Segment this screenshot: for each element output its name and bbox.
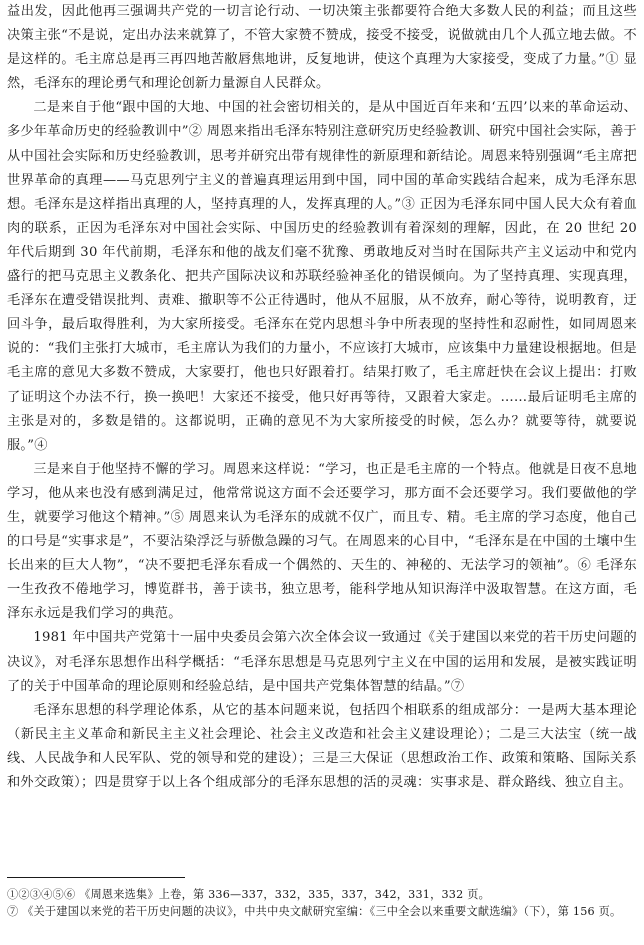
body-text [7,0,637,795]
footnote-2: ⑦ 《关于建国以来党的若干历史问题的决议》，中共中央文献研究室编：《三中全会以来重要文献选编》（下），第 156 页。 [7,905,622,919]
paragraph-2: 二是来自于他“跟中国的大地、中国的社会密切相关的，是从中国近百年来和‘五四’以来的革命运动、多少年革命历史的经验教训中”② 周恩来指出毛泽东特别注意研究历史经验教训、研究中国社会实际，善于从中国社会实际和历史经验教训，思考并研究出带有规律性的新原理和新结论。周恩来特别强调“毛主席把世界革命的真理——马克思列宁主义的普遍真理运用到中国，同中国的革命实践结合起来，成为毛泽东思想。毛泽东是这样指出真理的人，坚持真理的人，发挥真理的人。”③ 正因为毛泽东同中国人民大众有着血肉的联系，正因为毛泽东对中国社会实际、中国历史的经验教训有着深刻的理解，因此，在 20 世纪 20 年代后期到 30 年代前期，毛泽东和他的战友们毫不犹豫、勇敢地反对当时在国际共产主义运动中和党内盛行的把马克思主义教条化、把共产国际决议和苏联经验神圣化的错误倾向。为了坚持真理、实现真理，毛泽东在遭受错误批判、责难、撤职等不公正待遇时，他从不屈服，从不放弃，耐心等待，说明教育，迂回斗争，最后取得胜利，为大家所接受。毛泽东在党内思想斗争中所表现的坚持性和忍耐性，如同周恩来说的：“我们主张打大城市，毛主席认为我们的力量小，不应该打大城市，应该集中力量建设根据地。但是毛主席的意见大多数不赞成，大家要打，他也只好跟着打。结果打败了，毛主席赶快在会议上提出：打败了证明这个办法不行，换一换吧！大家还不接受，他只好再等待，又跟着大家走。……最后证明毛主席的主张是对的，多数是错的。这都说明，正确的意见不为大家所接受的时候，怎么办？就要等待，就要说服。”④ [7,100,637,453]
paragraph-3: 三是来自于他坚持不懈的学习。周恩来这样说：“学习，也正是毛主席的一个特点。他就是日夜不息地学习，他从来也没有感到满足过，他常常说这方面不会还要学习，那方面不会还要学习。我们要做他的学生，就要学习他这个精神。”⑤ 周恩来认为毛泽东的成就不仅广，而且专、精。毛主席的学习态度，他自己的口号是“实事求是”，不要沾染浮泛与骄傲急躁的习气。在周恩来的心目中，“毛泽东是在中国的土壤中生长出来的巨大人物”，“决不要把毛泽东看成一个偶然的、天生的、神秘的、无法学习的领袖”。⑥ 毛泽东一生孜孜不倦地学习，博览群书，善于读书，独立思考，能科学地从知识海洋中汲取智慧。在这方面，毛泽东永远是我们学习的典范。 [7,461,637,622]
footnote-1: ①②③④⑤⑥ 《周恩来选集》上卷，第 336—337，332，335，337，342，331，332 页。 [7,888,490,901]
footnotes [7,886,637,920]
footnote-divider [7,877,185,878]
paragraph-4: 1981 年中国共产党第十一届中央委员会第六次全体会议一致通过《关于建国以来党的若干历史问题的决议》，对毛泽东思想作出科学概括：“毛泽东思想是马克思列宁主义在中国的运用和发展，是被实践证明了的关于中国革命的理论原则和经验总结，是中国共产党集体智慧的结晶。”⑦ [7,630,637,694]
paragraph-5: 毛泽东思想的科学理论体系，从它的基本问题来说，包括四个相联系的组成部分：一是两大基本理论（新民主主义革命和新民主主义社会理论、社会主义改造和社会主义建设理论）；二是三大法宝（统一战线、人民战争和人民军队、党的领导和党的建设）；三是三大保证（思想政治工作、政策和策略、国际关系和外交政策）；四是贯穿于以上各个组成部分的毛泽东思想的活的灵魂：实事求是、群众路线、独立自主。 [7,702,637,790]
paragraph-1: 益出发，因此他再三强调共产党的一切言论行动、一切决策主张都要符合绝大多数人民的利益；而且这些决策主张“不是说，定出办法来就算了，不管大家赞不赞成，接受不接受，说做就由几个人孤立地去做。不是这样的。毛主席总是再三再四地苦敝唇焦地讲，反复地讲，使这个真理为大家接受，变成了力量。”① 显然，毛泽东的理论勇气和理论创新力量源自人民群众。 [7,4,637,92]
